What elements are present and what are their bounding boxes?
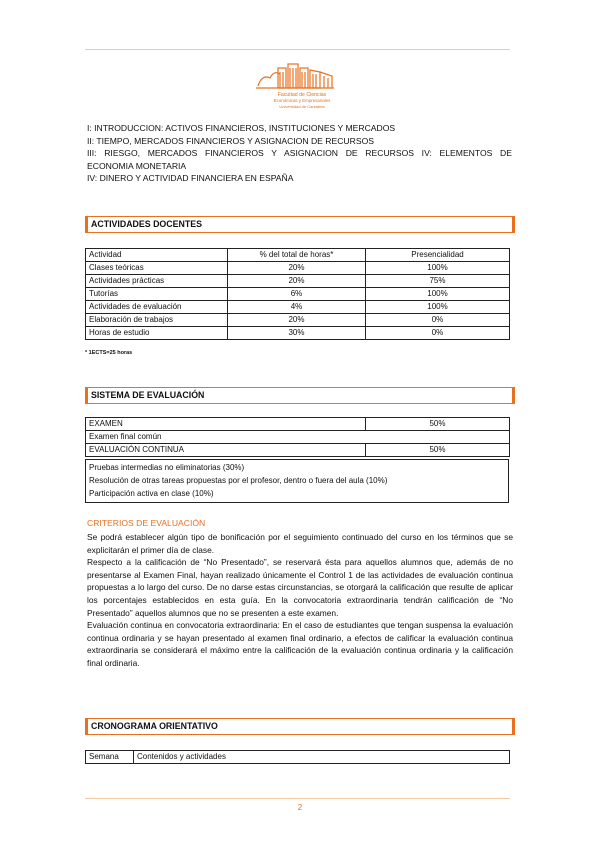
topic-line: II: TIEMPO, MERCADOS FINANCIEROS Y ASIGNACION DE RECURSOS: [87, 135, 374, 146]
table-row: [86, 275, 510, 288]
criterios-paragraph: Evaluación continua en convocatoria extraordinaria: En el caso de estudiantes que tengan suspensa la evaluación continua ordinaria y se hayan presentado al examen final ordinario, a efectos de calificar la evaluación continua extraordinaria se considerará el máximo entre la calificación de la evaluación continua ordinaria y la calificación final ordinaria.: [87, 620, 513, 668]
table-cell: 100%: [366, 288, 510, 301]
table-cell: 20%: [228, 314, 366, 327]
table-cell: 20%: [228, 262, 366, 275]
table-cell: Actividades de evaluación: [86, 301, 228, 314]
table-cell: 100%: [366, 262, 510, 275]
logo-text-1: Facultad de Ciencias: [277, 92, 327, 98]
table-cell: Clases teóricas: [86, 262, 228, 275]
eval-item: Resolución de otras tareas propuestas por el profesor, dentro o fuera del aula (10%): [89, 476, 388, 485]
continua-value: 50%: [366, 444, 510, 457]
examen-value: 50%: [366, 418, 510, 431]
page-number: 2: [297, 803, 303, 812]
table-header: Presencialidad: [366, 249, 510, 262]
table-cell: 4%: [228, 301, 366, 314]
criterios-paragraph: Respecto a la calificación de “No Presentado”, se reservará ésta para aquellos alumnos que, además de no presentarse al Examen Final, hayan realizado únicamente el Control 1 de las actividades de evaluación continua propuestas a lo largo del curso. De no darse estas circunstancias, se otorgará la calificación que resulte de aplicar los porcentajes establecidos en esta guía. En la convocatoria extraordinaria tendrán calificación de “No Presentado” aquellos alumnos que no se presenten a este examen.: [87, 557, 513, 618]
table-row: [86, 301, 510, 314]
header-rule: [85, 49, 510, 50]
eval-item: Pruebas intermedias no eliminatorias (30%): [89, 463, 245, 472]
topics-list: [87, 122, 512, 185]
ects-note: * 1ECTS=25 horas: [85, 350, 133, 356]
table-cell: 0%: [366, 327, 510, 340]
section-cronograma-title: CRONOGRAMA ORIENTATIVO: [85, 718, 515, 735]
criterios-paragraph: Se podrá establecer algún tipo de bonificación por el seguimiento continuado del curso en los términos que se explicitarán el primer día de clase.: [87, 532, 513, 555]
criterios-text: [87, 531, 513, 670]
actividades-table: [85, 248, 510, 340]
table-header: Contenidos y actividades: [134, 751, 510, 764]
topic-line: IV: DINERO Y ACTIVIDAD FINANCIERA EN ESPAÑA: [87, 173, 294, 184]
section-evaluacion-title: SISTEMA DE EVALUACIÓN: [85, 387, 515, 404]
evaluacion-items: [85, 459, 509, 503]
table-row: [86, 288, 510, 301]
table-cell: 30%: [228, 327, 366, 340]
table-cell: Actividades prácticas: [86, 275, 228, 288]
logo-text-2: Económicas y Empresariales: [273, 98, 331, 103]
topic-line: I: INTRODUCCION: ACTIVOS FINANCIEROS, INSTITUCIONES Y MERCADOS: [87, 123, 396, 133]
table-cell: 100%: [366, 301, 510, 314]
topic-line: III: RIESGO, MERCADOS FINANCIEROS Y ASIGNACION DE RECURSOS IV: ELEMENTOS DE: [87, 148, 512, 159]
table-cell: 20%: [228, 275, 366, 288]
table-header: Semana: [86, 751, 134, 764]
table-row: [86, 431, 510, 444]
table-row: [86, 314, 510, 327]
table-cell: 75%: [366, 275, 510, 288]
examen-label: EXAMEN: [86, 418, 366, 431]
table-row: [86, 418, 510, 431]
footer-rule: [85, 798, 510, 799]
table-row: [86, 262, 510, 275]
continua-label: EVALUACIÓN CONTINUA: [86, 444, 366, 457]
topic-line: ECONOMIA MONETARIA: [87, 160, 187, 171]
table-header: % del total de horas*: [228, 249, 366, 262]
table-header-row: [86, 249, 510, 262]
criterios-title: CRITERIOS DE EVALUACIÓN: [87, 518, 206, 528]
table-header: Actividad: [86, 249, 228, 262]
cronograma-table: [85, 750, 510, 764]
table-cell: Tutorías: [86, 288, 228, 301]
table-cell: 6%: [228, 288, 366, 301]
logo-text-3: Universidad de Cantabria: [279, 104, 325, 109]
table-row: [86, 327, 510, 340]
table-header-row: [86, 751, 510, 764]
faculty-logo: [254, 60, 338, 112]
evaluacion-table: [85, 417, 510, 457]
eval-item: Participación activa en clase (10%): [89, 489, 214, 498]
table-cell: 0%: [366, 314, 510, 327]
examen-final: Examen final común: [86, 431, 510, 444]
table-cell: Horas de estudio: [86, 327, 228, 340]
section-actividades-title: ACTIVIDADES DOCENTES: [85, 216, 515, 233]
table-cell: Elaboración de trabajos: [86, 314, 228, 327]
table-row: [86, 444, 510, 457]
